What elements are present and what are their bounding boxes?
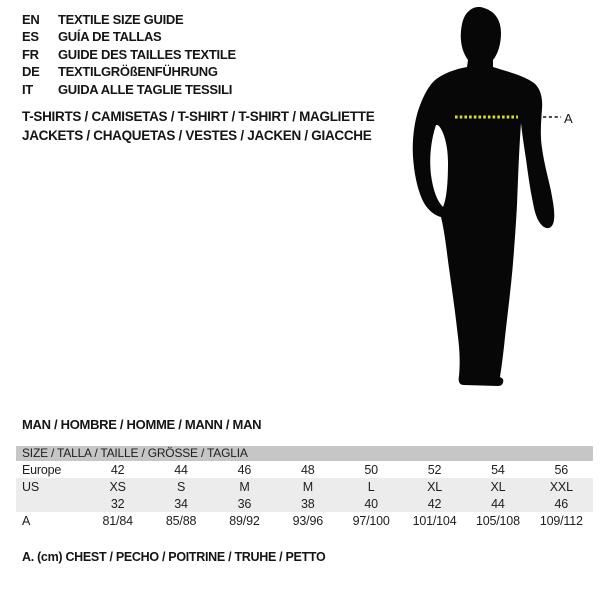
category-tshirts: T-SHIRTS / CAMISETAS / T-SHIRT / T-SHIRT / MAGLIETTE bbox=[22, 109, 375, 124]
language-row-en bbox=[22, 11, 236, 28]
size-cell: 85/88 bbox=[165, 513, 197, 528]
size-cell: S bbox=[176, 479, 186, 494]
language-row-fr bbox=[22, 46, 236, 63]
measurement-footnote: A. (cm) CHEST / PECHO / POITRINE / TRUHE / PETTO bbox=[22, 550, 326, 564]
language-code: FR bbox=[22, 46, 39, 62]
size-cell: 38 bbox=[301, 496, 315, 511]
size-cell: 48 bbox=[301, 462, 315, 477]
garment-categories bbox=[22, 107, 374, 145]
size-cell: 44 bbox=[491, 496, 505, 511]
size-cell: 97/100 bbox=[352, 513, 390, 528]
size-cell: 105/108 bbox=[476, 513, 520, 528]
language-title: TEXTILE SIZE GUIDE bbox=[58, 12, 184, 27]
size-cell: M bbox=[239, 479, 250, 494]
row-label: A bbox=[22, 513, 31, 528]
size-cell: 32 bbox=[110, 496, 125, 511]
section-title-man: MAN / HOMBRE / HOMME / MANN / MAN bbox=[22, 417, 262, 432]
size-cell: 46 bbox=[237, 462, 252, 477]
language-title: GUIDA ALLE TAGLIE TESSILI bbox=[58, 81, 233, 97]
size-cell: XXL bbox=[549, 479, 573, 494]
size-cell: XL bbox=[490, 479, 506, 494]
category-jackets: JACKETS / CHAQUETAS / VESTES / JACKEN / GIACCHE bbox=[22, 128, 372, 144]
language-code: DE bbox=[22, 64, 40, 80]
man-silhouette-figure bbox=[405, 5, 575, 405]
size-cell: XL bbox=[427, 479, 442, 494]
size-cell: M bbox=[302, 479, 313, 494]
measurement-label-a: A bbox=[564, 111, 573, 126]
size-table bbox=[16, 446, 593, 529]
language-title: GUIDE DES TAILLES TEXTILE bbox=[58, 46, 236, 62]
language-code: IT bbox=[22, 81, 33, 97]
table-row-us bbox=[16, 478, 593, 495]
row-label: Europe bbox=[22, 462, 62, 477]
size-cell: 40 bbox=[364, 496, 378, 511]
row-label: US bbox=[22, 479, 39, 494]
size-cell: XS bbox=[109, 479, 126, 494]
size-cell: 101/104 bbox=[412, 513, 457, 528]
size-cell: 89/92 bbox=[229, 513, 260, 528]
size-cell: 109/112 bbox=[539, 513, 583, 528]
language-title-list bbox=[22, 11, 236, 98]
table-row-europe bbox=[16, 461, 593, 478]
man-silhouette bbox=[413, 7, 555, 386]
size-cell: 93/96 bbox=[292, 513, 323, 528]
size-cell: 44 bbox=[174, 462, 188, 477]
size-table-header: SIZE / TALLA / TAILLE / GRÖSSE / TAGLIA bbox=[16, 446, 593, 461]
size-cell: 42 bbox=[110, 462, 125, 477]
size-cell: L bbox=[367, 479, 375, 494]
size-cell: 81/84 bbox=[102, 513, 133, 528]
size-cell: 52 bbox=[427, 462, 442, 477]
size-cell: 36 bbox=[237, 496, 252, 511]
size-cell: 56 bbox=[554, 462, 569, 477]
language-title: GUÍA DE TALLAS bbox=[58, 29, 162, 45]
language-row-de bbox=[22, 63, 236, 80]
size-cell: 54 bbox=[491, 462, 505, 477]
language-row-it bbox=[22, 81, 236, 98]
language-code: EN bbox=[22, 12, 40, 27]
table-row-chest-a bbox=[16, 512, 593, 529]
size-cell: 46 bbox=[554, 496, 569, 511]
table-row-uk-sizes bbox=[16, 495, 593, 512]
language-row-es bbox=[22, 28, 236, 45]
size-cell: 34 bbox=[174, 496, 188, 511]
size-cell: 42 bbox=[427, 496, 442, 511]
language-title: TEXTILGRÖßENFÜHRUNG bbox=[58, 64, 218, 80]
size-cell: 50 bbox=[364, 462, 378, 477]
language-code: ES bbox=[22, 29, 39, 45]
